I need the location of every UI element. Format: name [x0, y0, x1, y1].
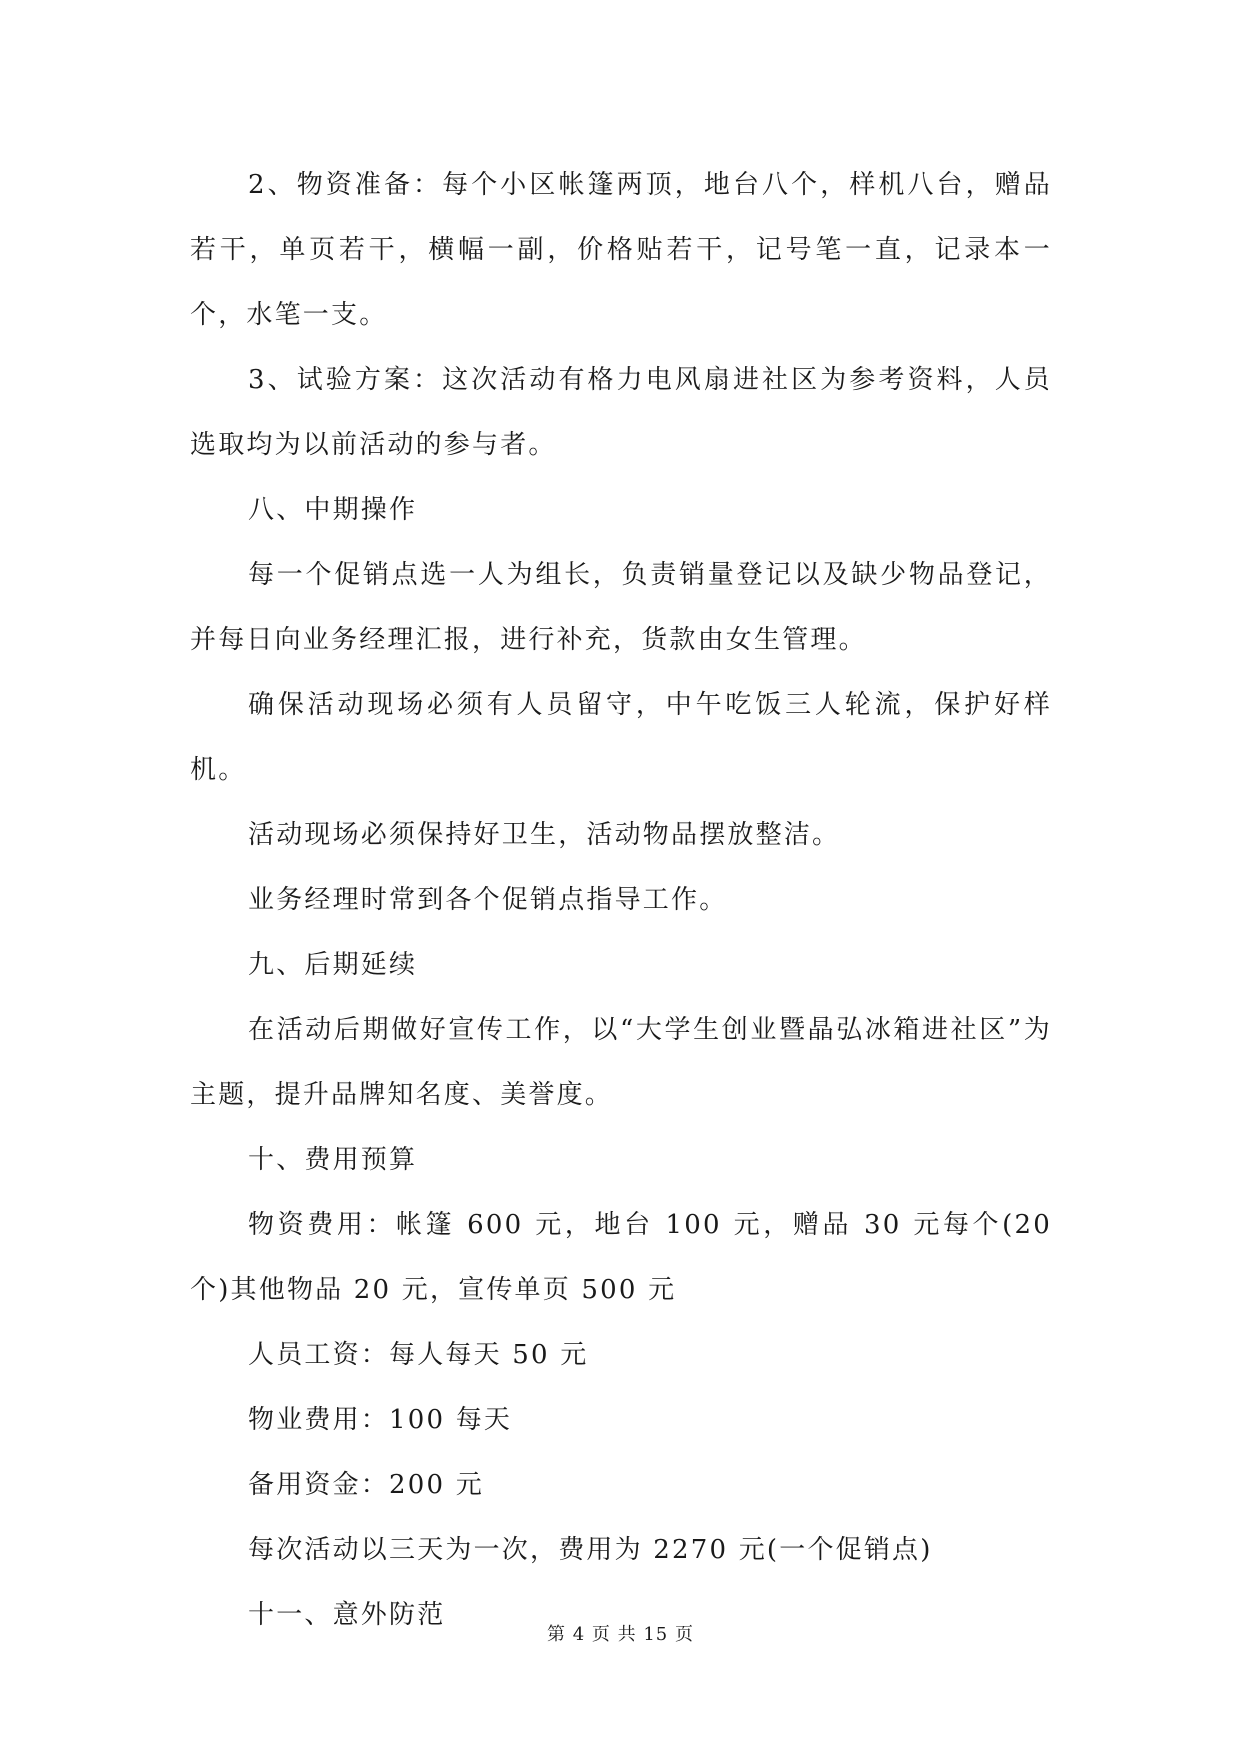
paragraph-material-cost: 物资费用：帐篷 600 元，地台 100 元，赠品 30 元每个(20 个)其他物品 20 元，宣传单页 500 元 — [190, 1210, 1052, 1305]
paragraph-total-cost: 每次活动以三天为一次，费用为 2270 元(一个促销点) — [248, 1535, 933, 1565]
paragraph-trial-plan: 3、试验方案：这次活动有格力电风扇进社区为参考资料，人员选取均为以前活动的参与者。 — [190, 365, 1052, 460]
paragraph-manager-guidance: 业务经理时常到各个促销点指导工作。 — [248, 885, 728, 915]
paragraph-reserve-fund: 备用资金：200 元 — [248, 1470, 484, 1500]
paragraph-on-site-staff: 确保活动现场必须有人员留守，中午吃饭三人轮流，保护好样机。 — [190, 690, 1052, 785]
document-body — [190, 153, 1052, 1648]
paragraph-hygiene: 活动现场必须保持好卫生，活动物品摆放整洁。 — [248, 820, 841, 850]
paragraph-supplies: 2、物资准备：每个小区帐篷两顶，地台八个，样机八台，赠品若干，单页若干，横幅一副，价格贴若干，记号笔一直，记录本一个，水笔一支。 — [190, 170, 1052, 330]
heading-budget: 十、费用预算 — [248, 1145, 418, 1175]
paragraph-team-leader: 每一个促销点选一人为组长，负责销量登记以及缺少物品登记，并每日向业务经理汇报，进行补充，货款由女生管理。 — [190, 560, 1052, 655]
page-number-footer: 第 4 页 共 15 页 — [547, 1624, 694, 1645]
paragraph-property-fee: 物业费用：100 每天 — [248, 1405, 513, 1435]
heading-mid-term-operation: 八、中期操作 — [248, 495, 418, 525]
heading-later-continuation: 九、后期延续 — [248, 950, 418, 980]
paragraph-staff-wages: 人员工资：每人每天 50 元 — [248, 1340, 589, 1370]
paragraph-promotion: 在活动后期做好宣传工作，以“大学生创业暨晶弘冰箱进社区”为主题，提升品牌知名度、美誉度。 — [190, 1015, 1052, 1110]
heading-accident-prevention: 十一、意外防范 — [248, 1600, 446, 1630]
